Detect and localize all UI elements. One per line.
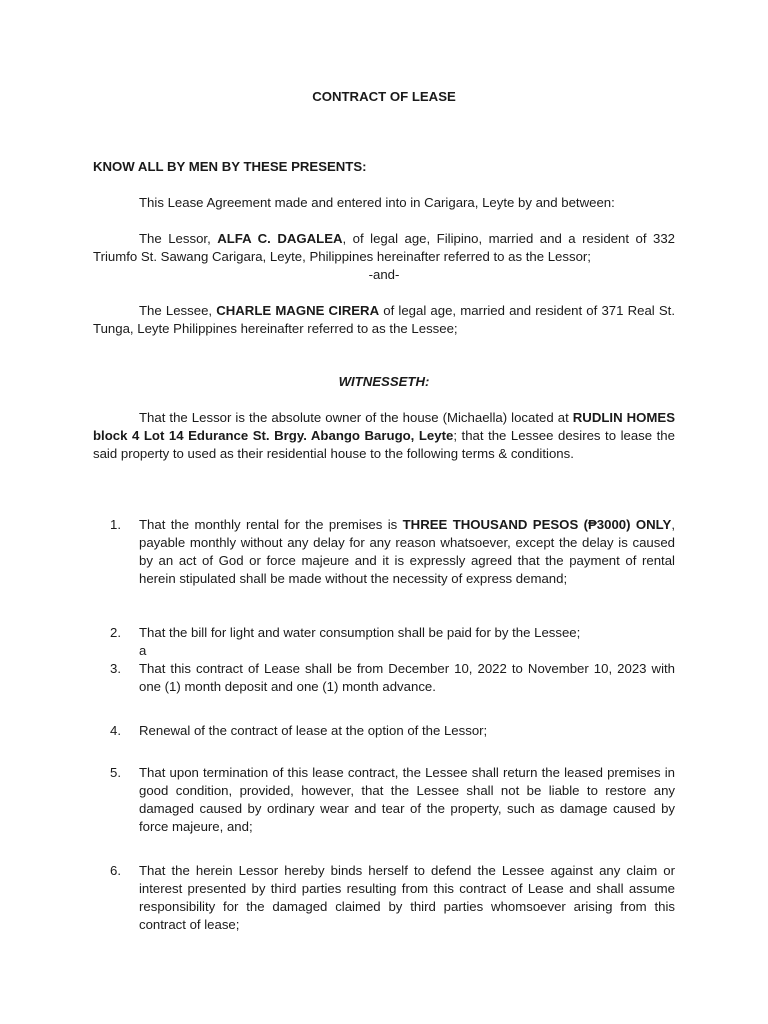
document-title: CONTRACT OF LEASE (312, 89, 456, 104)
term-text: That this contract of Lease shall be from December 10, 2022 to November 10, 2023 with one (1) month deposit and one (1) month advance. (139, 661, 675, 694)
lessor-name: ALFA C. DAGALEA (217, 231, 343, 246)
term-item-4 (110, 722, 675, 740)
term-item-3 (110, 660, 675, 696)
term-number: 3. (110, 661, 121, 676)
intro-paragraph: This Lease Agreement made and entered into in Carigara, Leyte by and between: (139, 195, 615, 210)
lessor-prefix: The Lessor, (139, 231, 218, 246)
property-location: RUDLIN HOMES block 4 Lot 14 Edurance St. Brgy. Abango Barugo, Leyte (93, 410, 675, 443)
term-text: That upon termination of this lease contract, the Lessee shall return the leased premises in good condition, provided, however, that the Lessee shall not be liable to restore any damaged caused by ordinary wear and tear of the property, such as damage caused by force majeure, and; (139, 765, 675, 834)
ownership-paragraph (93, 409, 675, 463)
lessee-details: of legal age, married and resident of 371 Real St. Tunga, Leyte Philippines hereinafter referred to as the Lessee; (93, 303, 675, 336)
term-item-2 (110, 624, 675, 660)
term-text: Renewal of the contract of lease at the option of the Lessor; (139, 723, 488, 738)
greeting-heading: KNOW ALL BY MEN BY THESE PRESENTS: (93, 159, 367, 174)
witnesseth-heading: WITNESSETH: (338, 374, 430, 389)
lessor-details: , of legal age, Filipino, married and a resident of 332 Triumfo St. Sawang Carigara, Leyte, Philippines hereinafter referred to as the Lessor; (93, 231, 675, 264)
ownership-details: ; that the Lessee desires to lease the said property to used as their residential house to the following terms & conditions. (93, 428, 675, 461)
term-number: 4. (110, 723, 121, 738)
term-text-rest: , payable monthly without any delay for any reason whatsoever, except the delay is caused by an act of God or force majeure and it is expressly agreed that the payment of rental herein stipulated shall be made without the necessity of express demand; (139, 517, 675, 586)
stray-character: a (139, 643, 147, 658)
lessee-paragraph (93, 302, 675, 338)
term-number: 2. (110, 625, 121, 640)
term-item-1 (110, 516, 675, 588)
term-number: 1. (110, 517, 121, 532)
term-text: That the bill for light and water consumption shall be paid for by the Lessee; (139, 625, 581, 640)
lessee-prefix: The Lessee, (139, 303, 217, 318)
term-item-5 (110, 764, 675, 836)
and-separator: -and- (368, 267, 400, 282)
term-item-6 (110, 862, 675, 934)
ownership-prefix: That the Lessor is the absolute owner of the house (Michaella) located at (139, 410, 573, 425)
rental-amount: THREE THOUSAND PESOS (₱3000) ONLY (402, 517, 672, 532)
term-text: That the herein Lessor hereby binds herself to defend the Lessee against any claim or interest presented by third parties resulting from this contract of Lease and shall assume responsibility for the damaged claimed by third parties whomsoever arising from this contract of lease; (139, 863, 675, 932)
lessor-paragraph (93, 230, 675, 266)
lessee-name: CHARLE MAGNE CIRERA (216, 303, 380, 318)
term-number: 5. (110, 765, 121, 780)
term-text: That the monthly rental for the premises is (139, 517, 403, 532)
term-number: 6. (110, 863, 121, 878)
